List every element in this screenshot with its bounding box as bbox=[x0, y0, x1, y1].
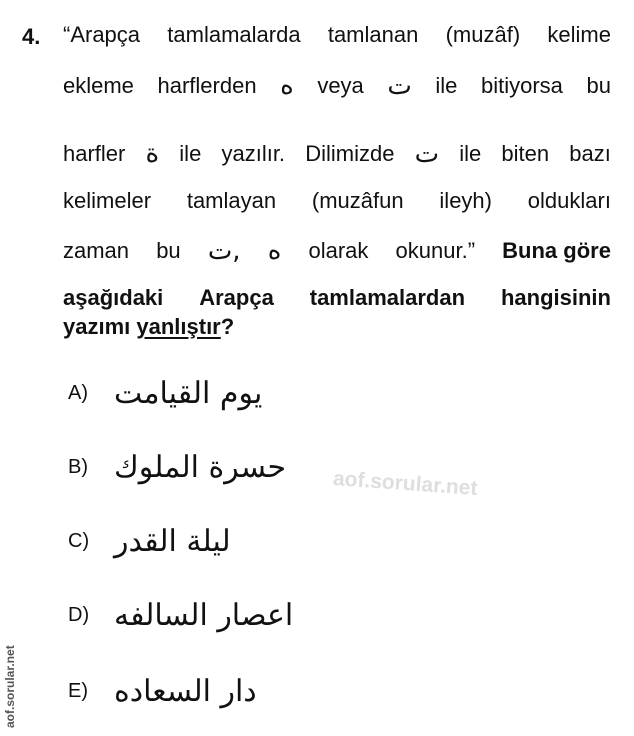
word: Arapça bbox=[199, 285, 274, 310]
option-label: A) bbox=[68, 382, 88, 404]
word: bazı bbox=[569, 141, 611, 166]
word: aşağıdaki bbox=[63, 285, 164, 310]
arabic-letter-ha: ه bbox=[280, 71, 294, 101]
word: biten bbox=[501, 141, 550, 166]
option-label: C) bbox=[68, 530, 90, 552]
word: harflerden bbox=[157, 73, 257, 98]
word: tamlayan bbox=[186, 188, 277, 213]
word: bu bbox=[586, 73, 611, 98]
question-line-7 bbox=[63, 314, 611, 340]
word: harfler bbox=[63, 141, 126, 166]
option-label: D) bbox=[68, 604, 90, 626]
word: yazılır. bbox=[221, 141, 286, 166]
option-label: E) bbox=[68, 680, 88, 702]
word: Dilimizde bbox=[305, 141, 395, 166]
word: bu bbox=[156, 238, 181, 263]
question-line-1 bbox=[63, 22, 611, 48]
word: kelime bbox=[547, 22, 611, 47]
question-line-6 bbox=[63, 285, 611, 311]
question-line-4 bbox=[63, 188, 611, 214]
word: oldukları bbox=[527, 188, 611, 213]
word: veya bbox=[317, 73, 364, 98]
question-mark: ? bbox=[220, 314, 235, 339]
word: ileyh) bbox=[439, 188, 492, 213]
bold-phrase: Buna göre bbox=[502, 238, 611, 263]
option-arabic-text: حسرة الملوك bbox=[114, 450, 287, 485]
word: tamlamalardan bbox=[309, 285, 466, 310]
word: ekleme bbox=[63, 73, 134, 98]
word: ile bbox=[179, 141, 202, 166]
option-label: B) bbox=[68, 456, 88, 478]
word: tamlanan bbox=[327, 22, 419, 47]
word: (muzâfun bbox=[311, 188, 404, 213]
arabic-letter-ta: ت bbox=[387, 71, 412, 101]
question-line-2 bbox=[63, 73, 611, 99]
watermark: aof.sorular.net bbox=[332, 467, 479, 501]
word: okunur.” bbox=[395, 238, 476, 263]
word: zaman bbox=[63, 238, 130, 263]
arabic-letter-ta-marbuta: ة bbox=[145, 139, 160, 169]
underlined-word: yanlıştır bbox=[136, 314, 221, 339]
side-watermark: aof.sorular.net bbox=[3, 645, 17, 728]
word: ile bbox=[435, 73, 458, 98]
word: tamlamalarda bbox=[167, 22, 301, 47]
word: (muzâf) bbox=[445, 22, 521, 47]
option-arabic-text: ليلة القدر bbox=[114, 524, 231, 559]
word: yazımı bbox=[63, 314, 137, 339]
question-line-3 bbox=[63, 141, 611, 167]
word: kelimeler bbox=[63, 188, 152, 213]
word: olarak bbox=[308, 238, 369, 263]
option-arabic-text: اعصار السالفه bbox=[114, 598, 294, 633]
question-line-5 bbox=[63, 238, 611, 264]
word: ile bbox=[459, 141, 482, 166]
option-arabic-text: دار السعاده bbox=[114, 674, 257, 709]
arabic-letter-ta: ت, bbox=[207, 236, 241, 266]
word: “Arapça bbox=[63, 22, 141, 47]
question-number: 4. bbox=[22, 24, 41, 49]
option-arabic-text: يوم القيامت bbox=[114, 376, 263, 411]
word: hangisinin bbox=[500, 285, 611, 310]
word: bitiyorsa bbox=[480, 73, 563, 98]
arabic-letter-ha: ه bbox=[267, 236, 282, 266]
arabic-letter-ta: ت bbox=[414, 139, 440, 169]
